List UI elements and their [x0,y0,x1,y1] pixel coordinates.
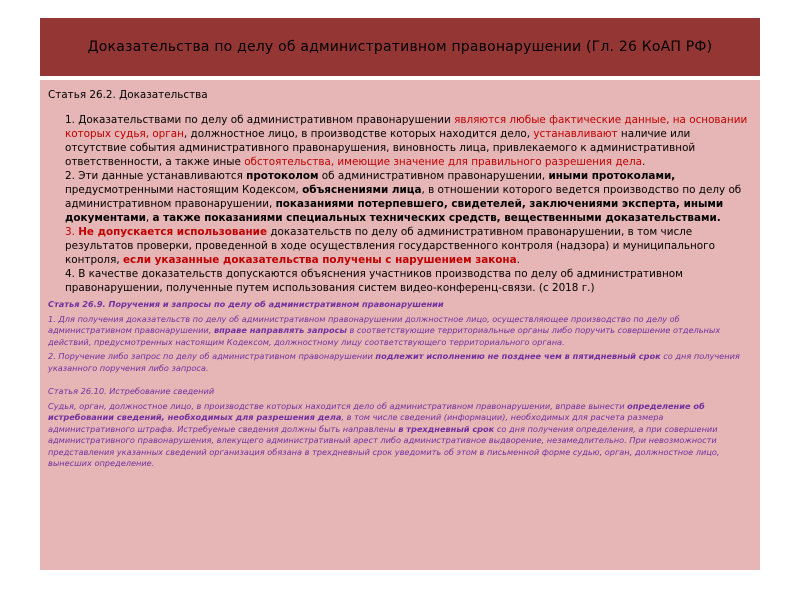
emphasis-text: являются любые фактические данные, на основании которых судья, орган [65,114,748,140]
text-run: в соответствующие территориальные органы либо поручить совершение отдельных действий, предусмотренных настоящим Кодексом, должностному лицу соответствующего территориального органа. [48,325,721,347]
text-run: , [145,212,153,224]
bold-text: показаниями потерпевшего, свидетелей, заключениями эксперта, иными документами [65,198,724,224]
text-run: 2. Поручение либо запрос по делу об административном правонарушении [48,351,376,361]
text-run: со дня получения указанного поручения либо запроса. [48,351,740,373]
text-run: об административном правонарушении, [318,170,549,182]
slide-body [40,80,760,570]
bold-text: определение об истребовании сведений, необходимых для разрешения дела [48,400,705,422]
bold-text: а также показаниями специальных технических средств, вещественными доказательствами. [152,212,721,224]
article-26-2-paragraph-1 [48,113,752,169]
emphasis-text: Не допускается использование [78,226,268,238]
text-run: наличие или отсутствие события административного правонарушения, виновность лица, привлекаемого к административной ответственности, а также иные [65,128,696,168]
slide-header [40,18,760,76]
text-run: предусмотренными настоящим Кодексом, [65,184,303,196]
article-26-2-paragraph-4 [48,267,752,295]
text-run: Судья, орган, должностное лицо, в производстве которых находится дело об административном правонарушении, вправе вынести [48,400,628,411]
text-run: , должностное лицо, в производстве которых находится дело, [183,128,534,140]
bold-text: в трехдневный срок [398,423,495,434]
article-26-9-paragraph-2 [48,351,752,374]
text-run: 1. Доказательствами по делу об административном правонарушении [65,114,455,126]
slide-title: Доказательства по делу об административном правонарушении (Гл. 26 КоАП РФ) [87,38,713,55]
article-26-9-paragraph-1 [48,314,752,349]
text-run: . [641,156,646,168]
text-run: , в том числе сведений (информации), необходимых для расчета размера административного штрафа. Истребуемые сведения должны быть направлены [48,412,664,434]
text-run: 2. Эти данные устанавливаются [65,170,247,182]
spacer [48,374,752,386]
text-run: . [516,254,520,266]
emphasis-text: если указанные доказательства получены с нарушением закона [122,254,517,266]
text-run: доказательств по делу об административном правонарушении, в том числе результатов проверки, проведенной в ходе осуществления государственного контроля (надзора) и муниципального контроля, [65,226,715,266]
article-26-10-heading: Статья 26.10. Истребование сведений [48,386,215,396]
text-run: со дня получения определения, а при совершении административного правонарушения, влекущего административный арест либо административное выдворение, незамедлительно. При невозможности представления указанных сведений организация обязана в трехдневный срок уведомить об этом в письменной форме судью, орган, должностное лицо, вынесших определение. [48,423,720,468]
article-26-9 [48,299,752,386]
bold-text: объяснениями лица [302,184,422,196]
emphasis-text: устанавливают [533,128,618,140]
emphasis-text: обстоятельства, имеющие значение для правильного разрешения дела [244,156,642,168]
bold-text: протоколом [246,170,319,182]
article-26-2-paragraph-2 [48,169,752,225]
text-run: , в отношении которого ведется производство по делу об административном правонарушении, [65,184,742,210]
bold-text: иными протоколами, [548,170,676,182]
article-26-2-paragraph-3 [48,225,752,267]
article-26-2-heading: Статья 26.2. Доказательства [48,89,208,101]
text-run: 1. Для получения доказательств по делу об административном правонарушении должностное лицо, осуществляющее производство по делу об административном правонарушении, [48,313,680,335]
article-26-2 [48,88,752,295]
bold-text: вправе направлять запросы [213,325,347,335]
text-run: 3. [65,226,79,238]
article-26-9-heading: Статья 26.9. Поручения и запросы по делу об административном правонарушении [48,299,444,309]
slide [40,18,760,570]
bold-text: подлежит исполнению не позднее чем в пятидневный срок [375,351,661,361]
text-run: 4. В качестве доказательств допускаются объяснения участников производства по делу об административном правонарушении, полученные путем использования систем видео-конференц-связи. (с 2018 г.) [65,268,683,294]
article-26-10-paragraph-1 [48,401,752,470]
article-26-10 [48,386,752,470]
